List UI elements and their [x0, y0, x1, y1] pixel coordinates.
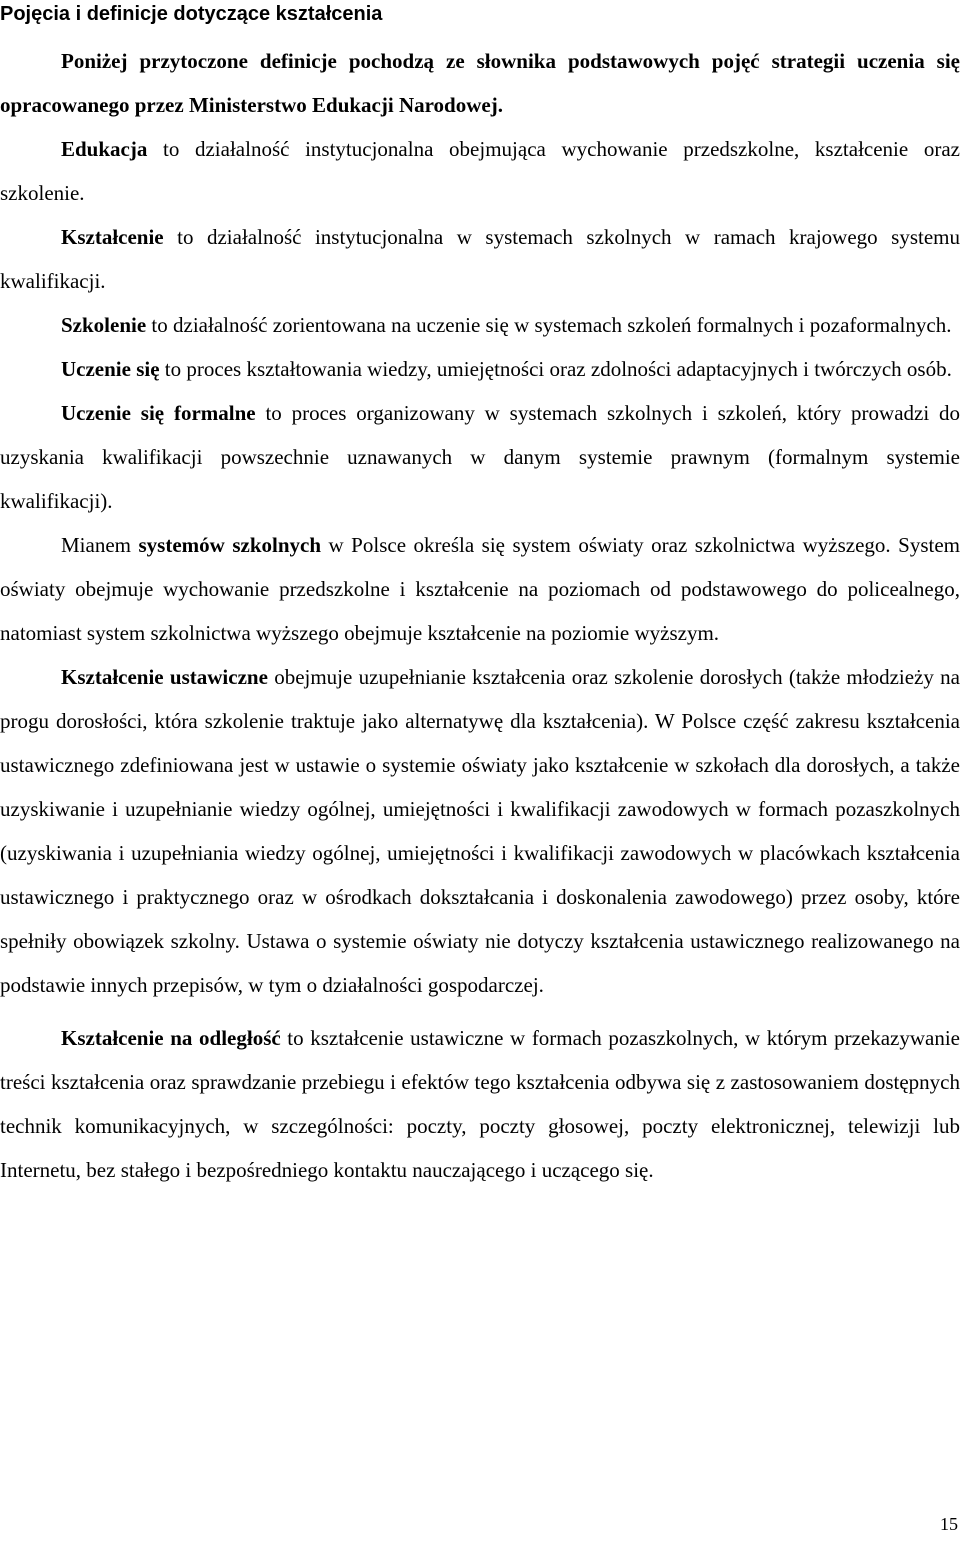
- term-edukacja: Edukacja: [61, 137, 148, 161]
- term-uczenie-sie-formalne: Uczenie się formalne: [61, 401, 256, 425]
- definition-text: to proces kształtowania wiedzy, umiejętności oraz zdolności adaptacyjnych i twórczych osób.: [159, 357, 952, 381]
- definition-ksztalcenie-na-odleglosc: [0, 1016, 960, 1192]
- term-ksztalcenie-ustawiczne: Kształcenie ustawiczne: [61, 665, 268, 689]
- term-ksztalcenie-na-odleglosc: Kształcenie na odległość: [61, 1026, 281, 1050]
- definition-text: to działalność instytucjonalna obejmująca wychowanie przedszkolne, kształcenie oraz szkolenie.: [0, 137, 960, 205]
- definition-text: w Polsce określa się system oświaty oraz szkolnictwa wyższego. System oświaty obejmuje wychowanie przedszkolne i kształcenie na poziomach od podstawowego do policealnego, natomiast system szkolnictwa wyższego obejmuje kształcenie na poziomie wyższym.: [0, 533, 960, 645]
- definition-text: to proces organizowany w systemach szkolnych i szkoleń, który prowadzi do uzyskania kwalifikacji powszechnie uznawanych w danym systemie prawnym (formalnym systemie kwalifikacji).: [0, 401, 960, 513]
- page-number: 15: [940, 1514, 958, 1534]
- definition-uczenie-sie: [0, 347, 960, 391]
- definition-text: to działalność instytucjonalna w systemach szkolnych w ramach krajowego systemu kwalifikacji.: [0, 225, 960, 293]
- term-uczenie-sie: Uczenie się: [61, 357, 160, 381]
- definition-text: Mianem: [61, 533, 139, 557]
- intro-paragraph: [0, 39, 960, 127]
- definition-edukacja: [0, 127, 960, 215]
- definition-uczenie-sie-formalne: [0, 391, 960, 523]
- definition-systemy-szkolne: [0, 523, 960, 655]
- definition-ksztalcenie: [0, 215, 960, 303]
- term-szkolenie: Szkolenie: [61, 313, 147, 337]
- page-heading: Pojęcia i definicje dotyczące kształcenia: [0, 3, 383, 25]
- term-systemy-szkolne: systemów szkolnych: [138, 533, 322, 557]
- definition-szkolenie: [0, 303, 960, 347]
- term-ksztalcenie: Kształcenie: [61, 225, 164, 249]
- intro-text: Poniżej przytoczone definicje pochodzą ze słownika podstawowych pojęć strategii uczenia się opracowanego przez Ministerstwo Edukacji Narodowej.: [0, 49, 960, 117]
- definition-ksztalcenie-ustawiczne: [0, 655, 960, 1007]
- document-body: [0, 39, 960, 1192]
- definition-text: to działalność zorientowana na uczenie się w systemach szkoleń formalnych i pozaformalnych.: [146, 313, 952, 337]
- definition-text: to kształcenie ustawiczne w formach pozaszkolnych, w którym przekazywanie treści kształcenia oraz sprawdzanie przebiegu i efektów tego kształcenia odbywa się z zastosowaniem dostępnych technik komunikacyjnych, w szczególności: poczty, poczty głosowej, poczty elektronicznej, telewizji lub Internetu, bez stałego i bezpośredniego kontaktu nauczającego i uczącego się.: [0, 1026, 960, 1182]
- definition-text: obejmuje uzupełnianie kształcenia oraz szkolenie dorosłych (także młodzieży na progu dorosłości, która szkolenie traktuje jako alternatywę dla kształcenia). W Polsce część zakresu kształcenia ustawicznego zdefiniowana jest w ustawie o systemie oświaty jako kształcenie w szkołach dla dorosłych, a także uzyskiwanie i uzupełnianie wiedzy ogólnej, umiejętności i kwalifikacji zawodowych w formach pozaszkolnych (uzyskiwania i uzupełniania wiedzy ogólnej, umiejętności i kwalifikacji zawodowych w placówkach kształcenia ustawicznego i praktycznego oraz w ośrodkach dokształcania i doskonalenia zawodowego) przez osoby, które spełniły obowiązek szkolny. Ustawa o systemie oświaty nie dotyczy kształcenia ustawicznego realizowanego na podstawie innych przepisów, w tym o działalności gospodarczej.: [0, 665, 960, 997]
